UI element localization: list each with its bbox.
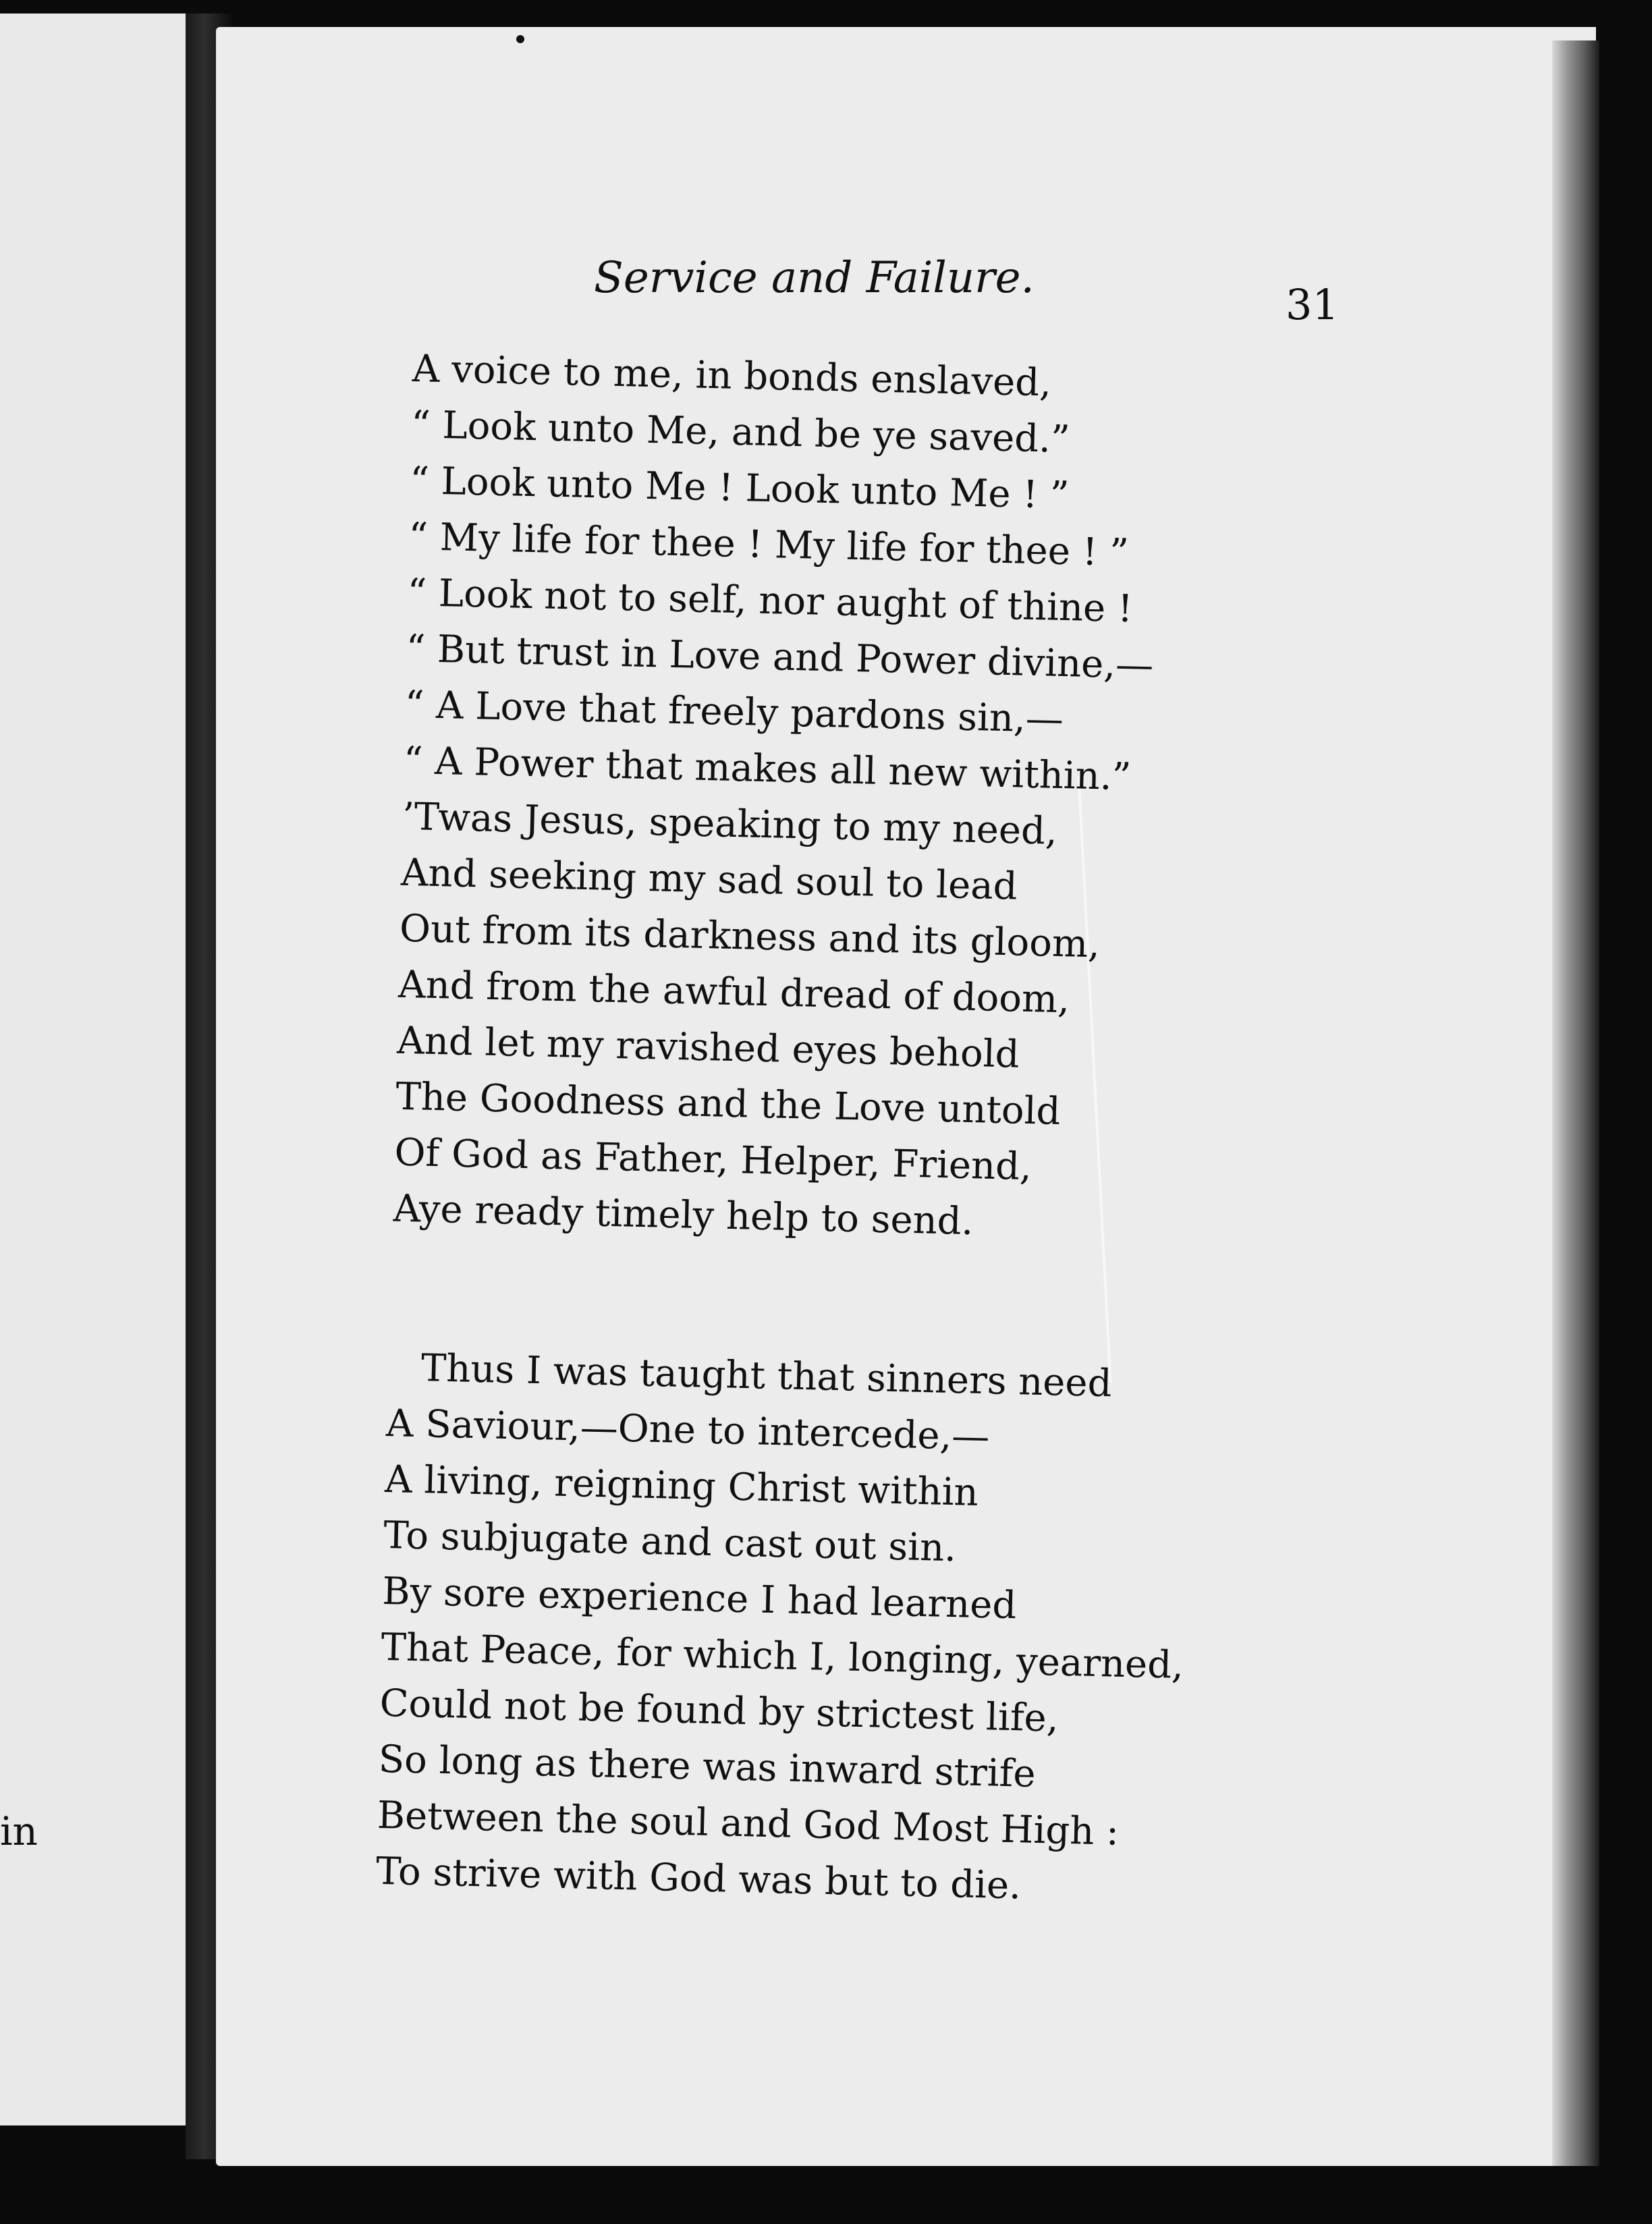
poem-line: Between the soul and God Most High : [377, 1793, 1120, 1854]
poem-line: So long as there was inward strife [378, 1737, 1037, 1796]
poem-stanza-2 [375, 1339, 1190, 1918]
poem-stanza-1 [393, 341, 1161, 1254]
poem-line: The Goodness and the Love untold [395, 1074, 1062, 1134]
poem-line: “ Look unto Me, and be ye saved.” [410, 402, 1071, 462]
poem-line: “ A Power that makes all new within.” [403, 738, 1132, 800]
poem-line: To strive with God was but to die. [375, 1849, 1022, 1908]
poem-line: “ Look unto Me ! Look unto Me ! ” [409, 458, 1070, 518]
poem-line: A voice to me, in bonds enslaved, [412, 346, 1052, 406]
poem-line: By sore experience I had learned [381, 1569, 1017, 1628]
ink-speck [516, 35, 524, 43]
poem-line: Of God as Father, Helper, Friend, [393, 1130, 1032, 1190]
poem-line: And from the awful dread of doom, [397, 962, 1070, 1022]
poem-line: ’Twas Jesus, speaking to my need, [402, 794, 1058, 854]
poem-line: “ A Love that freely pardons sin,— [404, 682, 1064, 742]
poem-line: A living, reigning Christ within [384, 1457, 979, 1515]
left-facing-page [0, 13, 186, 2125]
page-number: 31 [1286, 280, 1339, 329]
poem-line: And seeking my sad soul to lead [400, 850, 1018, 909]
poem-line: Could not be found by strictest life, [379, 1681, 1059, 1741]
poem-line: A Saviour,—One to intercede,— [385, 1401, 991, 1460]
poem-line: “ My life for thee ! My life for thee ! ” [408, 514, 1130, 576]
running-title: Service and Failure. [594, 253, 1035, 303]
poem-line: “ But trust in Love and Power divine,— [405, 626, 1154, 688]
poem-line: “ Look not to self, nor aught of thine ! [406, 570, 1134, 632]
poem-line: Thus I was taught that sinners need [420, 1346, 1113, 1406]
poem-line: And let my ravished eyes behold [396, 1018, 1020, 1077]
page-edge-shadow [1552, 40, 1599, 2166]
left-page-text-fragment: in [0, 1808, 38, 1854]
poem-line: That Peace, for which I, longing, yearned, [380, 1625, 1184, 1688]
poem-line: To subjugate and cast out sin. [383, 1513, 957, 1571]
poem-line: Aye ready timely help to send. [393, 1186, 974, 1244]
poem-line: Out from its darkness and its gloom, [399, 906, 1101, 967]
